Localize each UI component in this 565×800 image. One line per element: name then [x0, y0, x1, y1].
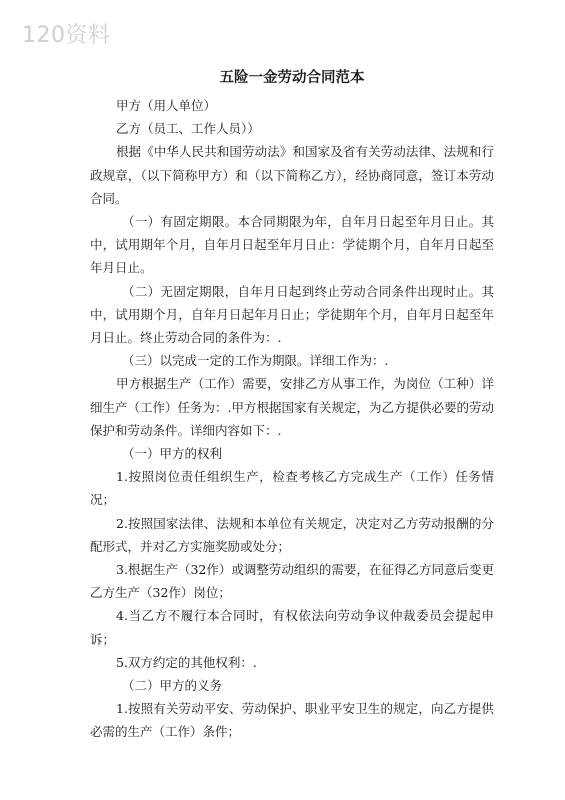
document-body — [90, 68, 494, 744]
party-a-line: 甲方（用人单位） — [116, 98, 217, 113]
task-term-paragraph: （三）以完成一定的工作为期限。详细工作为：. — [122, 353, 389, 369]
preamble-paragraph: 根据《中华人民共和国劳动法》和国家及省有关劳动法律、法规和行政规章，（以下简称甲方）和（以下简称乙方），经协商同意，签订本劳动合同。 — [90, 144, 494, 206]
obligations-item-1: 1.按照有关劳动平安、劳动保护、职业平安卫生的规定，向乙方提供必需的生产（工作）条件； — [90, 701, 494, 740]
rights-item-1: 1.按照岗位责任组织生产，检查考核乙方完成生产（工作）任务情况； — [90, 469, 494, 508]
watermark-logo: 120资料 — [22, 23, 111, 48]
rights-item-3: 3.根据生产（32作）或调整劳动组织的需要，在征得乙方同意后变更乙方生产（32作）岗位； — [90, 562, 494, 601]
party-b-line: 乙方（员工、工作人员）） — [116, 121, 260, 137]
rights-item-2: 2.按照国家法律、法规和本单位有关规定，决定对乙方劳动报酬的分配形式，并对乙方实施奖励或处分； — [90, 515, 494, 554]
rights-item-4: 4.当乙方不履行本合同时，有权依法向劳动争议仲裁委员会提起申诉； — [90, 608, 494, 647]
job-assignment-paragraph: 甲方根据生产（工作）需要，安排乙方从事工作，为岗位（工种）详细生产（工作）任务为：.甲方根据国家有关规定，为乙方提供必要的劳动保护和劳动条件。详细内容如下：. — [90, 376, 494, 438]
document-title: 五险一金劳动合同范本 — [219, 69, 365, 86]
section-heading-rights: （一）甲方的权利 — [122, 446, 223, 462]
rights-item-5: 5.双方约定的其他权利：. — [116, 654, 257, 670]
open-term-paragraph: （二）无固定期限，自年月日起到终止劳动合同条件出现时止。其中，试用期个月，自年月日起年月日止；学徒期年个月，自年月日起至年月日止。终止劳动合同的条件为：. — [90, 283, 494, 346]
fixed-term-paragraph: （一）有固定期限。本合同期限为年，自年月日起至年月日止。其中，试用期年个月，自年月日起至年月日止：学徒期个月，自年月日起至年月日止。 — [90, 214, 494, 276]
section-heading-obligations: （二）甲方的义务 — [122, 678, 223, 694]
